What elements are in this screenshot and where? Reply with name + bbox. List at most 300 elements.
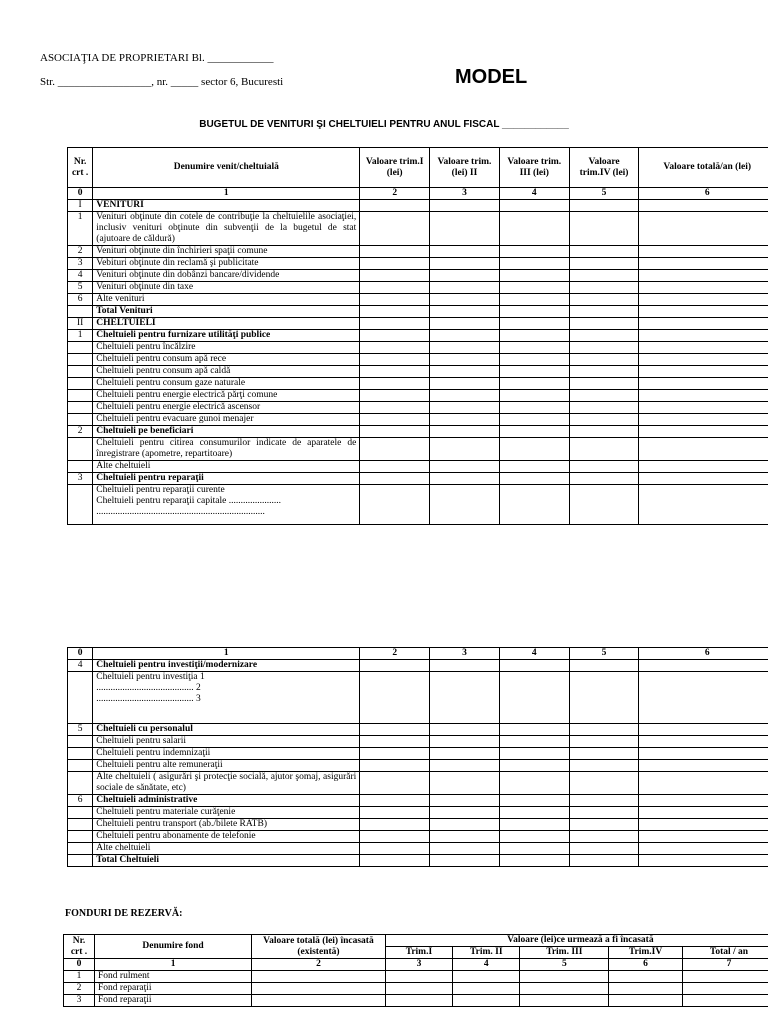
value-cell bbox=[569, 795, 639, 807]
value-cell bbox=[639, 485, 768, 525]
row-number bbox=[68, 342, 93, 354]
value-cell bbox=[499, 807, 569, 819]
col-trim4: Valoare trim.IV (lei) bbox=[569, 148, 639, 188]
value-cell bbox=[430, 270, 500, 282]
row-label: Cheltuieli pentru evacuare gunoi menajer bbox=[93, 414, 360, 426]
col-trim3: Valoare trim. III (lei) bbox=[499, 148, 569, 188]
value-cell bbox=[639, 660, 768, 672]
row-label: Cheltuieli pentru abonamente de telefonie bbox=[93, 831, 360, 843]
row-label: Vebituri obţinute din reclamă şi publicitate bbox=[93, 258, 360, 270]
value-cell bbox=[569, 724, 639, 736]
reserve-funds-title: FONDURI DE REZERVĂ: bbox=[65, 908, 183, 919]
table-row bbox=[68, 461, 768, 473]
value-cell bbox=[430, 438, 500, 461]
row-label: Alte cheltuieli bbox=[93, 461, 360, 473]
value-cell bbox=[499, 760, 569, 772]
row-label: Cheltuieli pentru energie electrică părţi comune bbox=[93, 390, 360, 402]
col-trim1: Trim.I bbox=[385, 947, 452, 959]
value-cell bbox=[499, 390, 569, 402]
col-valoare-urmeaza: Valoare (lei)ce urmează a fi încasată bbox=[385, 935, 768, 947]
row-number bbox=[68, 414, 93, 426]
row-label: Fond reparaţii bbox=[95, 983, 252, 995]
table-row bbox=[68, 366, 768, 378]
model-label: MODEL bbox=[455, 66, 528, 88]
value-cell bbox=[639, 270, 768, 282]
value-cell bbox=[360, 282, 430, 294]
value-cell bbox=[252, 983, 386, 995]
row-number: I bbox=[68, 200, 93, 212]
row-number: 4 bbox=[68, 660, 93, 672]
value-cell bbox=[252, 995, 386, 1007]
row-label: Alte venituri bbox=[93, 294, 360, 306]
row-number bbox=[68, 807, 93, 819]
value-cell bbox=[430, 294, 500, 306]
row-label: Cheltuieli pentru citirea consumurilor indicate de aparatele de înregistrare (apometre, repartitoare) bbox=[93, 438, 360, 461]
table-row bbox=[68, 760, 768, 772]
value-cell bbox=[639, 212, 768, 246]
row-number bbox=[68, 748, 93, 760]
value-cell bbox=[639, 246, 768, 258]
row-number: 5 bbox=[68, 724, 93, 736]
value-cell bbox=[360, 366, 430, 378]
value-cell bbox=[430, 282, 500, 294]
value-cell bbox=[499, 366, 569, 378]
value-cell bbox=[430, 402, 500, 414]
row-number bbox=[68, 855, 93, 867]
value-cell bbox=[360, 855, 430, 867]
value-cell bbox=[360, 724, 430, 736]
value-cell bbox=[499, 748, 569, 760]
index-cell: 4 bbox=[453, 959, 520, 971]
value-cell bbox=[430, 772, 500, 795]
row-number bbox=[68, 390, 93, 402]
value-cell bbox=[430, 390, 500, 402]
value-cell bbox=[609, 983, 683, 995]
row-label: Cheltuieli pentru materiale curăţenie bbox=[93, 807, 360, 819]
address-line: Str. _________________, nr. _____ sector 6, Bucuresti bbox=[40, 76, 284, 88]
index-row bbox=[68, 188, 768, 200]
reserve-funds-table bbox=[63, 934, 768, 1007]
value-cell bbox=[499, 414, 569, 426]
row-label: Cheltuieli pentru alte remuneraţii bbox=[93, 760, 360, 772]
col-trim2: Trim. II bbox=[453, 947, 520, 959]
value-cell bbox=[569, 258, 639, 270]
value-cell bbox=[499, 342, 569, 354]
value-cell bbox=[360, 294, 430, 306]
value-cell bbox=[639, 426, 768, 438]
value-cell bbox=[430, 807, 500, 819]
value-cell bbox=[430, 461, 500, 473]
value-cell bbox=[430, 748, 500, 760]
value-cell bbox=[569, 855, 639, 867]
value-cell bbox=[499, 426, 569, 438]
value-cell bbox=[430, 258, 500, 270]
value-cell bbox=[639, 258, 768, 270]
value-cell bbox=[520, 971, 609, 983]
value-cell bbox=[453, 971, 520, 983]
row-number bbox=[68, 402, 93, 414]
value-cell bbox=[499, 270, 569, 282]
value-cell bbox=[639, 748, 768, 760]
table-row bbox=[64, 983, 768, 995]
value-cell bbox=[499, 318, 569, 330]
col-trim3: Trim. III bbox=[520, 947, 609, 959]
row-number bbox=[68, 843, 93, 855]
value-cell bbox=[569, 760, 639, 772]
row-label: Cheltuieli pentru furnizare utilităţi publice bbox=[93, 330, 360, 342]
row-number: II bbox=[68, 318, 93, 330]
budget-table-1 bbox=[67, 147, 768, 525]
value-cell bbox=[639, 819, 768, 831]
value-cell bbox=[682, 983, 768, 995]
row-label: Fond reparaţii bbox=[95, 995, 252, 1007]
value-cell bbox=[569, 330, 639, 342]
value-cell bbox=[430, 330, 500, 342]
value-cell bbox=[499, 200, 569, 212]
value-cell bbox=[453, 983, 520, 995]
table-row bbox=[68, 426, 768, 438]
row-label: Cheltuieli pentru reparaţii curente Cheltuieli pentru reparaţii capitale ...................... ....................................................................... bbox=[93, 485, 360, 525]
value-cell bbox=[499, 795, 569, 807]
value-cell bbox=[639, 438, 768, 461]
value-cell bbox=[639, 306, 768, 318]
value-cell bbox=[499, 461, 569, 473]
row-number: 5 bbox=[68, 282, 93, 294]
table-row bbox=[68, 212, 768, 246]
table-row bbox=[68, 354, 768, 366]
table-row bbox=[64, 971, 768, 983]
value-cell bbox=[453, 995, 520, 1007]
row-number: 2 bbox=[68, 246, 93, 258]
value-cell bbox=[499, 672, 569, 724]
col-trim1: Valoare trim.I (lei) bbox=[360, 148, 430, 188]
value-cell bbox=[639, 378, 768, 390]
value-cell bbox=[360, 843, 430, 855]
value-cell bbox=[499, 258, 569, 270]
value-cell bbox=[360, 772, 430, 795]
value-cell bbox=[639, 354, 768, 366]
index-cell: 4 bbox=[499, 188, 569, 200]
table-row bbox=[68, 258, 768, 270]
table-row bbox=[68, 819, 768, 831]
value-cell bbox=[569, 294, 639, 306]
table-row bbox=[68, 485, 768, 525]
row-label: Cheltuieli cu personalul bbox=[93, 724, 360, 736]
value-cell bbox=[682, 995, 768, 1007]
value-cell bbox=[430, 200, 500, 212]
row-number: 1 bbox=[68, 330, 93, 342]
value-cell bbox=[569, 660, 639, 672]
value-cell bbox=[430, 426, 500, 438]
value-cell bbox=[430, 724, 500, 736]
value-cell bbox=[569, 414, 639, 426]
value-cell bbox=[360, 831, 430, 843]
value-cell bbox=[569, 212, 639, 246]
value-cell bbox=[639, 795, 768, 807]
value-cell bbox=[430, 485, 500, 525]
value-cell bbox=[569, 270, 639, 282]
table-row bbox=[68, 414, 768, 426]
value-cell bbox=[639, 724, 768, 736]
value-cell bbox=[639, 772, 768, 795]
value-cell bbox=[360, 748, 430, 760]
value-cell bbox=[385, 971, 452, 983]
row-label: VENITURI bbox=[93, 200, 360, 212]
value-cell bbox=[360, 258, 430, 270]
table-row bbox=[68, 807, 768, 819]
table-row bbox=[68, 795, 768, 807]
index-cell: 3 bbox=[385, 959, 452, 971]
value-cell bbox=[639, 318, 768, 330]
value-cell bbox=[499, 485, 569, 525]
value-cell bbox=[569, 378, 639, 390]
document-title: BUGETUL DE VENITURI ŞI CHELTUIELI PENTRU ANUL FISCAL ____________ bbox=[199, 119, 569, 130]
table-row bbox=[68, 831, 768, 843]
row-label: Venituri obţinute din dobânzi bancare/dividende bbox=[93, 270, 360, 282]
col-total-an: Total / an bbox=[682, 947, 768, 959]
index-cell: 6 bbox=[639, 188, 768, 200]
value-cell bbox=[430, 378, 500, 390]
value-cell bbox=[639, 342, 768, 354]
value-cell bbox=[569, 485, 639, 525]
value-cell bbox=[360, 354, 430, 366]
value-cell bbox=[639, 294, 768, 306]
value-cell bbox=[569, 748, 639, 760]
index-cell: 5 bbox=[569, 648, 639, 660]
index-cell: 1 bbox=[93, 188, 360, 200]
value-cell bbox=[569, 461, 639, 473]
value-cell bbox=[639, 200, 768, 212]
row-label: Cheltuieli pentru indemnizaţii bbox=[93, 748, 360, 760]
table-row bbox=[68, 294, 768, 306]
value-cell bbox=[360, 426, 430, 438]
value-cell bbox=[360, 200, 430, 212]
value-cell bbox=[430, 473, 500, 485]
row-number: 4 bbox=[68, 270, 93, 282]
row-label: Cheltuieli pentru energie electrică ascensor bbox=[93, 402, 360, 414]
row-label: Cheltuieli pentru consum apă caldă bbox=[93, 366, 360, 378]
index-cell: 2 bbox=[252, 959, 386, 971]
value-cell bbox=[569, 246, 639, 258]
value-cell bbox=[430, 212, 500, 246]
value-cell bbox=[499, 282, 569, 294]
value-cell bbox=[360, 819, 430, 831]
row-number bbox=[68, 461, 93, 473]
value-cell bbox=[639, 461, 768, 473]
value-cell bbox=[499, 473, 569, 485]
value-cell bbox=[569, 366, 639, 378]
value-cell bbox=[360, 760, 430, 772]
value-cell bbox=[499, 736, 569, 748]
value-cell bbox=[569, 438, 639, 461]
row-label: Cheltuieli pentru salarii bbox=[93, 736, 360, 748]
row-number bbox=[68, 772, 93, 795]
value-cell bbox=[639, 831, 768, 843]
col-total: Valoare totală/an (lei) bbox=[639, 148, 768, 188]
value-cell bbox=[569, 843, 639, 855]
value-cell bbox=[639, 672, 768, 724]
value-cell bbox=[499, 831, 569, 843]
table-row bbox=[68, 390, 768, 402]
row-label: Fond rulment bbox=[95, 971, 252, 983]
table-row bbox=[68, 843, 768, 855]
value-cell bbox=[569, 390, 639, 402]
col-denumire: Denumire venit/cheltuială bbox=[93, 148, 360, 188]
value-cell bbox=[499, 660, 569, 672]
col-valoare-incasata: Valoare totală (lei) încasată (existentă) bbox=[252, 935, 386, 959]
row-number bbox=[68, 672, 93, 724]
table-row bbox=[68, 772, 768, 795]
index-cell: 5 bbox=[520, 959, 609, 971]
value-cell bbox=[499, 402, 569, 414]
table-row bbox=[68, 270, 768, 282]
row-label: Cheltuieli pentru reparaţii bbox=[93, 473, 360, 485]
value-cell bbox=[360, 795, 430, 807]
value-cell bbox=[569, 354, 639, 366]
value-cell bbox=[360, 306, 430, 318]
value-cell bbox=[360, 402, 430, 414]
table-row bbox=[68, 306, 768, 318]
row-label: Cheltuieli pentru consum gaze naturale bbox=[93, 378, 360, 390]
row-label: Total Venituri bbox=[93, 306, 360, 318]
row-number bbox=[68, 736, 93, 748]
table-row bbox=[68, 672, 768, 724]
table-row bbox=[68, 282, 768, 294]
table-row bbox=[68, 736, 768, 748]
row-number bbox=[68, 485, 93, 525]
table-row bbox=[68, 200, 768, 212]
value-cell bbox=[430, 414, 500, 426]
value-cell bbox=[569, 736, 639, 748]
index-cell: 1 bbox=[93, 648, 360, 660]
value-cell bbox=[430, 354, 500, 366]
index-cell: 0 bbox=[64, 959, 95, 971]
row-label: Cheltuieli pentru încălzire bbox=[93, 342, 360, 354]
table-row bbox=[68, 378, 768, 390]
value-cell bbox=[639, 330, 768, 342]
row-label: Cheltuieli administrative bbox=[93, 795, 360, 807]
value-cell bbox=[430, 318, 500, 330]
value-cell bbox=[569, 772, 639, 795]
table-row bbox=[68, 724, 768, 736]
value-cell bbox=[360, 672, 430, 724]
value-cell bbox=[499, 306, 569, 318]
value-cell bbox=[430, 736, 500, 748]
row-number bbox=[68, 819, 93, 831]
value-cell bbox=[639, 855, 768, 867]
value-cell bbox=[639, 760, 768, 772]
value-cell bbox=[569, 473, 639, 485]
value-cell bbox=[360, 212, 430, 246]
row-label: Cheltuieli pe beneficiari bbox=[93, 426, 360, 438]
value-cell bbox=[430, 246, 500, 258]
table-row bbox=[68, 330, 768, 342]
value-cell bbox=[499, 378, 569, 390]
index-cell: 5 bbox=[569, 188, 639, 200]
row-label: Cheltuieli pentru investiţii/modernizare bbox=[93, 660, 360, 672]
value-cell bbox=[569, 342, 639, 354]
value-cell bbox=[360, 461, 430, 473]
col-nr: Nr. crt . bbox=[64, 935, 95, 959]
row-number: 1 bbox=[68, 212, 93, 246]
row-number bbox=[68, 831, 93, 843]
index-cell: 6 bbox=[609, 959, 683, 971]
value-cell bbox=[360, 270, 430, 282]
value-cell bbox=[360, 660, 430, 672]
row-number: 3 bbox=[68, 473, 93, 485]
value-cell bbox=[569, 672, 639, 724]
value-cell bbox=[430, 843, 500, 855]
value-cell bbox=[430, 831, 500, 843]
value-cell bbox=[430, 342, 500, 354]
value-cell bbox=[252, 971, 386, 983]
value-cell bbox=[609, 995, 683, 1007]
value-cell bbox=[639, 390, 768, 402]
value-cell bbox=[569, 426, 639, 438]
col-trim4: Trim.IV bbox=[609, 947, 683, 959]
value-cell bbox=[499, 212, 569, 246]
row-number: 6 bbox=[68, 294, 93, 306]
value-cell bbox=[499, 438, 569, 461]
value-cell bbox=[499, 772, 569, 795]
table-row bbox=[68, 402, 768, 414]
value-cell bbox=[360, 330, 430, 342]
value-cell bbox=[639, 843, 768, 855]
index-cell: 3 bbox=[430, 188, 500, 200]
value-cell bbox=[430, 819, 500, 831]
row-number: 3 bbox=[68, 258, 93, 270]
index-cell: 7 bbox=[682, 959, 768, 971]
value-cell bbox=[499, 330, 569, 342]
value-cell bbox=[385, 995, 452, 1007]
value-cell bbox=[639, 473, 768, 485]
value-cell bbox=[569, 831, 639, 843]
value-cell bbox=[360, 438, 430, 461]
index-cell: 4 bbox=[499, 648, 569, 660]
table-row bbox=[68, 342, 768, 354]
row-label: CHELTUIELI bbox=[93, 318, 360, 330]
value-cell bbox=[639, 414, 768, 426]
row-number: 1 bbox=[64, 971, 95, 983]
row-label: Cheltuieli pentru transport (ab./bilete RATB) bbox=[93, 819, 360, 831]
index-cell: 6 bbox=[639, 648, 768, 660]
row-label: Cheltuieli pentru investiţia 1 ......................................... 2 ......................................... 3 bbox=[93, 672, 360, 724]
row-number bbox=[68, 306, 93, 318]
row-number bbox=[68, 760, 93, 772]
value-cell bbox=[385, 983, 452, 995]
value-cell bbox=[360, 342, 430, 354]
value-cell bbox=[569, 318, 639, 330]
table-row bbox=[68, 748, 768, 760]
index-cell: 1 bbox=[95, 959, 252, 971]
index-cell: 0 bbox=[68, 188, 93, 200]
value-cell bbox=[609, 971, 683, 983]
value-cell bbox=[499, 819, 569, 831]
row-label: Total Cheltuieli bbox=[93, 855, 360, 867]
row-label: Cheltuieli pentru consum apă rece bbox=[93, 354, 360, 366]
value-cell bbox=[499, 724, 569, 736]
index-row bbox=[64, 959, 768, 971]
row-label: Alte cheltuieli ( asigurări şi protecţie socială, ajutor şomaj, asigurări sociale de sănătate, etc) bbox=[93, 772, 360, 795]
value-cell bbox=[520, 995, 609, 1007]
row-label: Venituri obţinute din închirieri spaţii comune bbox=[93, 246, 360, 258]
index-cell: 0 bbox=[68, 648, 93, 660]
value-cell bbox=[569, 819, 639, 831]
value-cell bbox=[499, 294, 569, 306]
row-number bbox=[68, 354, 93, 366]
table-row bbox=[68, 473, 768, 485]
value-cell bbox=[430, 795, 500, 807]
